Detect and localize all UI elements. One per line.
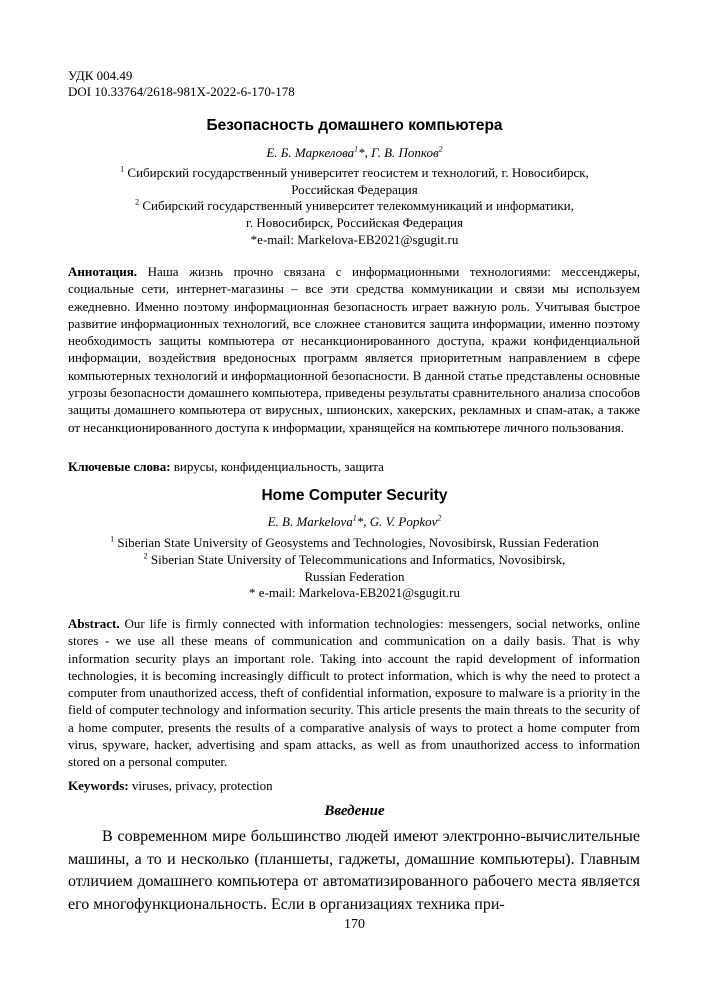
en-keywords-label: Keywords: [68,778,129,793]
ru-abstract-text: Наша жизнь прочно связана с информационными технологиями: мессенджеры, социальные сети, интернет-магазины – все эти средства коммуникации и связи мы используем ежедневно. Именно поэтому информационная безопасность играет важную роль. Учитывая быстрое развитие информационных технологий, все сложнее становится защита информации, именно поэтому необходимость защиты компьютера от несанкционированного доступа, кражи конфиденциальной информации, воздействия вредоносных программ является приоритетным направлением в сфере компьютерных технологий и информационной безопасности. В данной статье представлены основные угрозы безопасности домашнего компьютера, приведены результаты сравнительного анализа способов защиты домашнего компьютера от вирусных, шпионских, хакерских, рекламных и спам-атак, а также от несанкционированного доступа к информации, хранящейся на компьютере личного пользования. [68,264,640,435]
en-author-2: G. V. Popkov [369,514,438,529]
en-keywords-text: viruses, privacy, protection [128,778,273,793]
en-aff2-line2: Russian Federation [304,569,405,584]
ru-abstract-label: Аннотация. [68,264,138,279]
ru-author-1-mark: *, [358,145,372,160]
en-abstract [68,615,640,771]
ru-author-2-sup: 2 [438,144,443,154]
ru-aff1-line2: Российская Федерация [291,182,418,197]
ru-author-1-sup: 1 [354,144,359,154]
ru-aff1-line1: Сибирский государственный университет геосистем и технологий, г. Новосибирск, [124,165,589,180]
en-keywords [68,777,273,794]
udc-code: УДК 004.49 [68,68,133,83]
en-author-1-mark: *, [356,514,370,529]
en-author-2-sup: 2 [437,513,442,523]
ru-author-1: Е. Б. Маркелова [266,145,355,160]
en-affiliation-2 [60,551,649,585]
en-authors [60,513,649,530]
en-abstract-label: Abstract. [68,616,120,631]
ru-aff2-sup: 2 [135,197,140,207]
ru-aff2-line1: Сибирский государственный университет телекоммуникаций и информатики, [139,198,574,213]
en-author-1: E. B. Markelova [267,514,353,529]
page-number: 170 [344,917,365,932]
doi: DOI 10.33764/2618-981X-2022-6-170-178 [68,84,295,99]
ru-authors [60,144,649,161]
ru-abstract [68,263,640,436]
ru-affiliation-2 [60,197,649,231]
ru-title: Безопасность домашнего компьютера [206,117,503,134]
en-email: * e-mail: Markelova-EB2021@sgugit.ru [249,585,460,600]
en-affiliation-1 [40,534,669,551]
en-title: Home Computer Security [261,487,448,504]
ru-keywords [68,458,384,475]
ru-aff2-line2: г. Новосибирск, Российская Федерация [245,215,463,230]
en-aff1-line1: Siberian State University of Geosystems and Technologies, Novosibirsk, Russian Federation [114,535,599,550]
ru-affiliation-1 [60,164,649,198]
ru-author-2: Г. В. Попков [371,145,439,160]
en-aff2-sup: 2 [143,551,148,561]
en-author-1-sup: 1 [352,513,357,523]
introduction-heading: Введение [324,803,385,819]
ru-keywords-text: вирусы, конфиденциальность, защита [170,459,384,474]
introduction-paragraph: В современном мире большинство людей имеют электронно-вычислительные машины, а то и несколько (планшеты, гаджеты, домашние компьютеры). Главным отличием домашнего компьютера от автоматизированного рабочего места является его многофункциональность. Если в организациях техника при- [68,828,640,913]
ru-aff1-sup: 1 [120,164,125,174]
ru-keywords-label: Ключевые слова: [68,459,171,474]
en-aff2-line1: Siberian State University of Telecommunications and Informatics, Novosibirsk, [147,552,566,567]
ru-email: *e-mail: Markelova-EB2021@sgugit.ru [250,232,459,247]
en-aff1-sup: 1 [110,534,115,544]
en-abstract-text: Our life is firmly connected with information technologies: messengers, social networks, online stores - we use all these means of communication and communication on a daily basis. That is why information security plays an important role. Taking into account the rapid development of information technologies, it is becoming increasingly difficult to protect information, which is why the need to protect a computer from unauthorized access, theft of confidential information, exposure to malware is a priority in the field of computer technology and information security. This article presents the main threats to the security of a home computer, presents the results of a comparative analysis of ways to protect a home computer from virus, spyware, hacker, advertising and spam attacks, as well as from unauthorized access to information stored on a personal computer. [68,616,640,770]
